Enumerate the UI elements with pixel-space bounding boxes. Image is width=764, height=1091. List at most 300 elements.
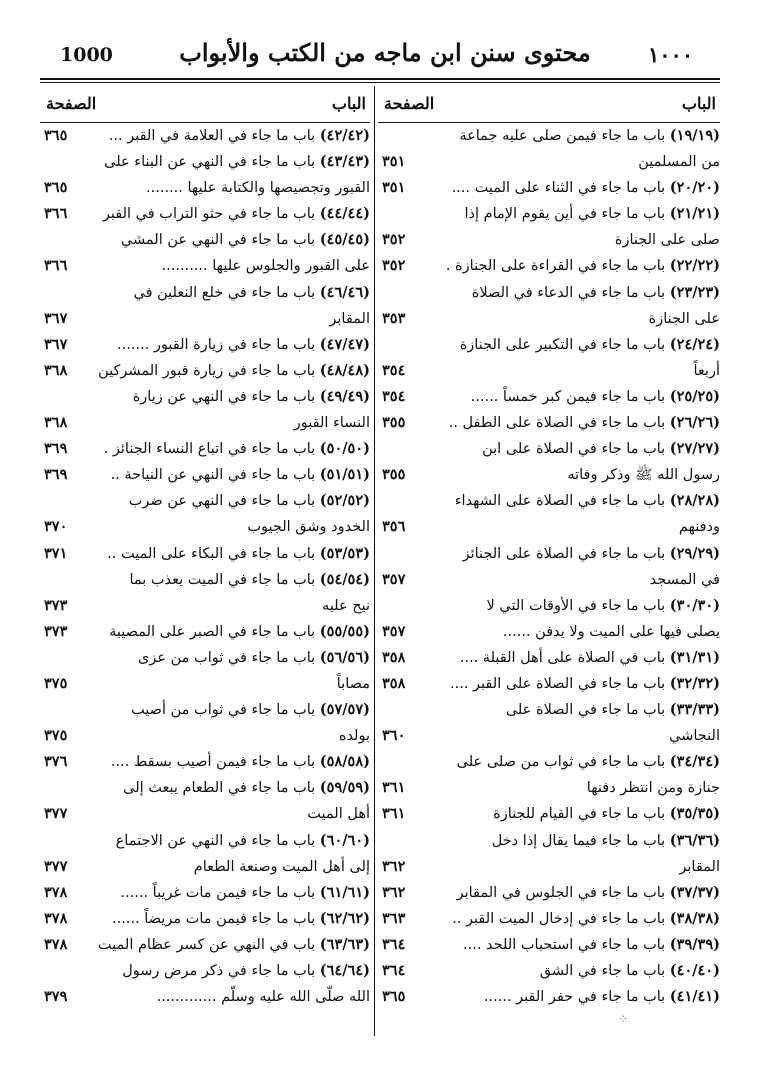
chapter-title: على الجنازة xyxy=(648,310,720,327)
page-reference: ٣٧٨ xyxy=(44,883,68,901)
toc-entry-text xyxy=(111,749,370,775)
chapter-title: باب ما جاء في الصلاة على xyxy=(505,702,666,719)
chapter-title: باب ما جاء فيمن أصيب بسقط .... xyxy=(110,754,316,771)
page-reference: ٣٦٦ xyxy=(44,257,68,275)
chapter-title: جنازة ومن انتظر دفنها xyxy=(586,780,720,797)
chapter-title: أهل الميت xyxy=(307,806,370,823)
toc-entry-line xyxy=(40,828,370,854)
toc-entry-text xyxy=(487,593,720,619)
toc-entry-line xyxy=(378,958,720,984)
toc-entry-line xyxy=(378,932,720,958)
chapter-number: (٢٤/٢٤) xyxy=(669,335,720,353)
toc-entry-text xyxy=(460,645,720,671)
toc-entry-line xyxy=(378,384,720,410)
toc-entry-line xyxy=(378,854,720,880)
toc-entry-line xyxy=(40,932,370,958)
chapter-number: (٤١/٤١) xyxy=(669,988,720,1006)
toc-entry-text xyxy=(615,227,720,253)
toc-entry-line xyxy=(40,332,370,358)
toc-entry-text xyxy=(567,462,720,488)
toc-entry-text xyxy=(104,436,370,462)
chapter-column-heading: الباب xyxy=(681,94,716,113)
chapter-number: (٥٢/٥٢) xyxy=(319,492,370,510)
page-reference: ٣٧٣ xyxy=(44,596,68,614)
chapter-number: (٤٤/٤٤) xyxy=(319,205,370,223)
chapter-number: (٣٩/٣٩) xyxy=(669,935,720,953)
toc-entry-line xyxy=(378,801,720,827)
page-reference: ٣٧٩ xyxy=(44,988,68,1006)
toc-entry-line xyxy=(378,723,720,749)
toc-entry-line xyxy=(40,906,370,932)
toc-entry-line xyxy=(378,201,720,227)
toc-entry-line xyxy=(40,775,370,801)
chapter-title: باب ما جاء في زيارة قبور المشركين xyxy=(98,362,316,379)
chapter-title: باب ما جاء في ثواب من عزى xyxy=(138,649,316,666)
chapter-title: النجاشي xyxy=(669,728,720,745)
toc-entry-line xyxy=(40,671,370,697)
page-reference: ٣٧٨ xyxy=(44,909,68,927)
toc-entry-text xyxy=(133,384,370,410)
toc-entry-line xyxy=(378,984,720,1010)
page-reference: ٣٦٦ xyxy=(44,205,68,223)
toc-entry-text xyxy=(109,123,370,149)
toc-entry-text xyxy=(540,958,720,984)
page-reference: ٣٥٥ xyxy=(382,466,406,484)
chapter-number: (٤٩/٤٩) xyxy=(319,387,370,405)
toc-entry-text xyxy=(117,332,370,358)
chapter-number: (٣٦/٣٦) xyxy=(669,831,720,849)
toc-entry-line xyxy=(40,253,370,279)
chapter-number: (٥٥/٥٥) xyxy=(319,622,370,640)
toc-entry-text xyxy=(638,149,720,175)
toc-entry-line xyxy=(378,671,720,697)
toc-entry-text xyxy=(446,253,720,279)
toc-entry-text xyxy=(449,410,720,436)
chapter-title: باب ما جاء في الصلاة على الجنائز xyxy=(462,545,666,562)
chapter-number: (٣١/٣١) xyxy=(669,648,720,666)
toc-entry-text xyxy=(146,175,370,201)
toc-entry-line xyxy=(378,541,720,567)
toc-entry-line xyxy=(40,280,370,306)
toc-entry-text xyxy=(129,488,370,514)
page-reference: ٣٥٥ xyxy=(382,414,406,432)
toc-entry-text xyxy=(111,462,370,488)
toc-entry-line xyxy=(378,358,720,384)
page-reference: ٣٧١ xyxy=(44,544,68,562)
toc-entry-text xyxy=(131,697,370,723)
chapter-title: باب ما جاء في الدعاء في الصلاة xyxy=(471,284,666,301)
page-column-heading: الصفحة xyxy=(384,94,435,113)
page-header xyxy=(0,0,764,80)
page-reference: ٣٥٤ xyxy=(382,361,406,379)
chapter-title: بولده xyxy=(338,728,370,745)
toc-entry-text xyxy=(587,775,720,801)
toc-entry-line xyxy=(378,306,720,332)
page-reference: ٣٦٩ xyxy=(44,440,68,458)
toc-entry-line xyxy=(378,775,720,801)
toc-entry-line xyxy=(40,723,370,749)
page-reference: ٣٥٨ xyxy=(382,648,406,666)
toc-entry-text xyxy=(122,958,370,984)
page-reference: ٣٥٢ xyxy=(382,257,406,275)
chapter-title: باب ما جاء في النهي عن المشي xyxy=(120,232,316,249)
chapter-title: باب ما جاء في زيارة القبور ....... xyxy=(117,336,316,353)
chapter-title: باب ما جاء في ثواب من صلى على xyxy=(456,754,666,771)
page-reference: ٣٦٩ xyxy=(44,466,68,484)
toc-entry-text xyxy=(116,828,370,854)
page-reference: ٣٧٦ xyxy=(44,753,68,771)
chapter-title: القبور وتجصيصها والكتابة عليها ........ xyxy=(146,180,370,197)
header-rule xyxy=(40,78,720,80)
toc-entry-text xyxy=(98,358,370,384)
toc-entry-line xyxy=(40,201,370,227)
toc-entry-line xyxy=(378,567,720,593)
toc-entry-line xyxy=(40,514,370,540)
toc-entry-text xyxy=(471,384,720,410)
chapter-number: (٥٩/٥٩) xyxy=(319,779,370,797)
toc-entry-line xyxy=(378,332,720,358)
chapter-title: باب ما جاء فيمن كبر خمساً ...... xyxy=(470,388,666,405)
chapter-title: باب ما جاء فيما يقال إذا دخل xyxy=(491,832,666,849)
chapter-title: باب ما جاء في القراءة على الجنازة . xyxy=(445,258,666,275)
toc-entry-line xyxy=(40,306,370,332)
page-reference: ٣٥٦ xyxy=(382,518,406,536)
page-reference: ٣٦٤ xyxy=(382,962,406,979)
page-reference: ٣٧٥ xyxy=(44,674,68,692)
toc-entry-text xyxy=(463,541,720,567)
page-reference: ٣٦٤ xyxy=(382,935,406,953)
toc-entry-line xyxy=(40,436,370,462)
chapter-title: باب ما جاء في الطعام يبعث إلى xyxy=(123,780,316,797)
page-reference: ٣٧٨ xyxy=(44,935,68,953)
print-smudge: ⁘ xyxy=(618,1012,629,1026)
toc-entry-text xyxy=(650,567,720,593)
chapter-title: نيح عليه xyxy=(322,597,370,614)
chapter-number: (٥٧/٥٧) xyxy=(319,701,370,719)
chapter-number: (٢٠/٢٠) xyxy=(669,179,720,197)
chapter-number: (٢٧/٢٧) xyxy=(669,440,720,458)
toc-entry-line xyxy=(40,645,370,671)
page-reference: ٣٦٨ xyxy=(44,361,68,379)
page-reference: ٣٥٧ xyxy=(382,622,406,640)
page-reference: ٣٥٤ xyxy=(382,387,406,405)
chapter-number: (٣٢/٣٢) xyxy=(669,674,720,692)
toc-entry-line xyxy=(378,514,720,540)
chapter-number: (١٩/١٩) xyxy=(669,127,720,144)
toc-entry-text xyxy=(459,123,720,149)
toc-entry-text xyxy=(112,906,370,932)
page-reference: ٣٧٧ xyxy=(44,857,68,875)
chapter-title: الله صلّى الله عليه وسلّم ............. xyxy=(156,989,370,1006)
toc-entry-text xyxy=(460,332,720,358)
toc-entry-line xyxy=(40,462,370,488)
left-column-header xyxy=(40,88,370,123)
chapter-title: أربعاً xyxy=(693,362,720,379)
chapter-title: باب ما جاء في النهي عن الاجتماع xyxy=(115,832,316,849)
toc-entry-text xyxy=(339,723,370,749)
chapter-column-heading: الباب xyxy=(331,94,366,113)
page-column-heading: الصفحة xyxy=(46,94,97,113)
toc-entry-line xyxy=(40,854,370,880)
toc-entry-text xyxy=(472,280,720,306)
chapter-title: باب ما جاء في القيام للجنازة xyxy=(493,806,666,823)
chapter-title: باب ما جاء في حثو التراب في القبر xyxy=(102,206,316,223)
chapter-title: باب ما جاء فيمن مات غريباً ...... xyxy=(120,884,316,901)
toc-entry-text xyxy=(452,175,720,201)
left-column xyxy=(40,88,370,1028)
chapter-number: (٣٤/٣٤) xyxy=(669,753,720,771)
toc-entry-line xyxy=(40,749,370,775)
toc-entry-text xyxy=(294,410,370,436)
chapter-title: على القبور والجلوس عليها .......... xyxy=(161,258,370,275)
page-reference: ٣٥٨ xyxy=(382,674,406,692)
chapter-number: (٢٣/٢٣) xyxy=(669,283,720,301)
toc-entry-text xyxy=(484,984,720,1010)
chapter-number: (٢٥/٢٥) xyxy=(669,387,720,405)
toc-entry-text xyxy=(503,619,720,645)
page-reference: ٣٥١ xyxy=(382,179,406,197)
chapter-title: باب ما جاء في الصلاة على ابن xyxy=(482,441,666,458)
toc-entry-line xyxy=(378,906,720,932)
page-reference: ٣٦٥ xyxy=(44,127,68,144)
chapter-title: باب ما جاء في الميت يعذب بما xyxy=(129,571,316,588)
page-reference: ٣٦٢ xyxy=(382,857,406,875)
toc-entry-text xyxy=(465,201,721,227)
chapter-title: باب ما جاء في ذكر مرض رسول xyxy=(122,963,316,979)
toc-entry-text xyxy=(329,306,370,332)
chapter-number: (٢٩/٢٩) xyxy=(669,544,720,562)
page-reference: ٣٥٢ xyxy=(382,231,406,249)
chapter-number: (٢٢/٢٢) xyxy=(669,257,720,275)
toc-entry-line xyxy=(40,697,370,723)
toc-entry-text xyxy=(104,149,370,175)
chapter-title: باب ما جاء في الصبر على المصيبة xyxy=(109,623,316,640)
page-reference: ٣٧٠ xyxy=(44,518,68,536)
chapter-number: (٤٥/٤٥) xyxy=(319,231,370,249)
chapter-title: مصاباً xyxy=(336,675,370,692)
chapter-number: (٣٠/٣٠) xyxy=(669,596,720,614)
toc-entry-line xyxy=(40,175,370,201)
chapter-title: باب ما جاء في النهي عن ضرب xyxy=(128,493,316,510)
page-reference: ٣٦٥ xyxy=(44,179,68,197)
chapter-number: (٥٣/٥٣) xyxy=(319,544,370,562)
chapter-number: (٢٦/٢٦) xyxy=(669,414,720,432)
chapter-title: باب ما جاء في التكبير على الجنازة xyxy=(459,336,666,353)
chapter-number: (٤٣/٤٣) xyxy=(319,153,370,171)
page-reference: ٣٥٧ xyxy=(382,570,406,588)
toc-entry-text xyxy=(337,671,370,697)
chapter-number: (٦٤/٦٤) xyxy=(319,962,370,979)
chapter-number: (٤٨/٤٨) xyxy=(319,361,370,379)
page-reference: ٣٦٢ xyxy=(382,883,406,901)
chapter-number: (٥٤/٥٤) xyxy=(319,570,370,588)
toc-entry-text xyxy=(649,306,720,332)
page-reference: ٣٧٧ xyxy=(44,805,68,823)
toc-entry-text xyxy=(107,541,370,567)
toc-entry-text xyxy=(452,906,720,932)
page-reference: ٣٥١ xyxy=(382,153,406,171)
chapter-number: (٤٧/٤٧) xyxy=(319,335,370,353)
toc-entry-line xyxy=(378,410,720,436)
toc-entry-line xyxy=(40,567,370,593)
toc-entry-text xyxy=(457,749,720,775)
chapter-number: (٤٢/٤٢) xyxy=(319,127,370,144)
toc-entry-line xyxy=(378,436,720,462)
chapter-number: (٥٠/٥٠) xyxy=(319,440,370,458)
header-rule-thin xyxy=(40,82,720,83)
page-reference: ٣٦١ xyxy=(382,805,406,823)
toc-entry-line xyxy=(378,280,720,306)
chapter-number: (٤٠/٤٠) xyxy=(669,962,720,979)
toc-entry-line xyxy=(378,645,720,671)
chapter-number: (٣٧/٣٧) xyxy=(669,883,720,901)
chapter-title: باب ما جاء في اتباع النساء الجنائز . xyxy=(103,441,316,458)
toc-entry-text xyxy=(463,932,720,958)
toc-entry-text xyxy=(103,201,370,227)
chapter-title: النساء القبور xyxy=(293,415,370,432)
chapter-title: باب ما جاء في أين يقوم الإمام إذا xyxy=(464,206,666,223)
chapter-number: (٢٨/٢٨) xyxy=(669,492,720,510)
toc-entry-line xyxy=(40,149,370,175)
toc-entry-line xyxy=(378,253,720,279)
toc-entry-line xyxy=(40,541,370,567)
toc-entry-text xyxy=(129,567,370,593)
chapter-title: باب ما جاء في ثواب من أصيب xyxy=(131,702,316,719)
page-reference: ٣٦٧ xyxy=(44,335,68,353)
toc-entry-text xyxy=(109,619,370,645)
toc-entry-line xyxy=(378,749,720,775)
toc-entry-line xyxy=(40,593,370,619)
toc-entry-text xyxy=(307,801,370,827)
chapter-title: باب في الصلاة على أهل القبلة .... xyxy=(459,649,666,666)
toc-entry-text xyxy=(194,854,370,880)
chapter-title: باب ما جاء في الجلوس في المقابر xyxy=(456,884,666,901)
chapter-title: باب ما جاء في الأوقات التي لا xyxy=(486,597,666,614)
chapter-title: باب ما جاء في الشق xyxy=(539,963,666,979)
chapter-number: (٥٨/٥٨) xyxy=(319,753,370,771)
chapter-number: (٦١/٦١) xyxy=(319,883,370,901)
chapter-title: باب ما جاء في النهي عن البناء على xyxy=(104,154,316,171)
page-reference: ٣٦٥ xyxy=(382,988,406,1006)
chapter-title: باب ما جاء فيمن صلى عليه جماعة xyxy=(459,128,666,144)
toc-entry-line xyxy=(40,358,370,384)
chapter-title: باب ما جاء في إدخال الميت القبر .. xyxy=(452,910,666,927)
chapter-title: الخدود وشق الجيوب xyxy=(247,519,370,536)
toc-entry-line xyxy=(40,958,370,984)
chapter-number: (٢١/٢١) xyxy=(669,205,720,223)
chapter-number: (٤٦/٤٦) xyxy=(319,283,370,301)
chapter-number: (٣٨/٣٨) xyxy=(669,909,720,927)
page-reference: ٣٥٣ xyxy=(382,309,406,327)
toc-entry-line xyxy=(40,619,370,645)
toc-entry-text xyxy=(162,253,370,279)
toc-entry-text xyxy=(679,514,720,540)
toc-entry-line xyxy=(40,488,370,514)
toc-entry-text xyxy=(157,984,370,1010)
page-reference: ٣٦٠ xyxy=(382,727,406,745)
chapter-title: باب ما جاء في الصلاة على الطفل .. xyxy=(448,415,666,432)
chapter-title: باب ما جاء فيمن مات مريضاً ...... xyxy=(112,910,316,927)
toc-entry-text xyxy=(121,227,370,253)
chapter-title: المقابر xyxy=(329,310,370,327)
chapter-title: باب ما جاء في العلامة في القبر ... xyxy=(108,128,316,144)
right-column-header xyxy=(378,88,720,123)
toc-entry-line xyxy=(378,149,720,175)
toc-entry-text xyxy=(120,880,370,906)
chapter-title: باب ما جاء في حفر القبر ...... xyxy=(483,989,666,1006)
toc-entry-text xyxy=(679,854,720,880)
toc-entry-text xyxy=(694,358,720,384)
toc-entry-text xyxy=(482,436,720,462)
page-reference: ٣٦٨ xyxy=(44,414,68,432)
page-reference: ٣٦١ xyxy=(382,779,406,797)
page-number-latin: 1000 xyxy=(60,44,113,66)
chapter-number: (٥٦/٥٦) xyxy=(319,648,370,666)
page-reference: ٣٧٥ xyxy=(44,727,68,745)
page-reference: ٣٧٣ xyxy=(44,622,68,640)
right-column xyxy=(378,88,720,1028)
chapter-title: ودفنهم xyxy=(678,519,720,536)
toc-entry-text xyxy=(138,645,370,671)
chapter-number: (٣٥/٣٥) xyxy=(669,805,720,823)
column-divider xyxy=(374,86,375,1036)
toc-entry-text xyxy=(457,880,720,906)
chapter-title: باب ما جاء في خلع النعلين في xyxy=(133,284,316,301)
chapter-title: رسول الله ﷺ وذكر وفاته xyxy=(567,467,720,484)
toc-entry-text xyxy=(98,932,370,958)
chapter-title: إلى أهل الميت وصنعة الطعام xyxy=(193,858,370,875)
toc-entry-text xyxy=(669,723,720,749)
chapter-title: باب ما جاء في النهي عن النياحة .. xyxy=(110,467,316,484)
chapter-title: المقابر xyxy=(679,858,720,875)
toc-entry-line xyxy=(40,227,370,253)
chapter-title: باب ما جاء في الثناء على الميت .... xyxy=(451,180,666,197)
toc-entry-text xyxy=(455,488,720,514)
toc-entry-line xyxy=(378,462,720,488)
toc-entry-text xyxy=(493,801,720,827)
chapter-number: (٣٣/٣٣) xyxy=(669,701,720,719)
chapter-number: (٥١/٥١) xyxy=(319,466,370,484)
toc-entry-line xyxy=(40,384,370,410)
toc-entry-line xyxy=(378,697,720,723)
toc-entry-text xyxy=(492,828,720,854)
toc-entry-text xyxy=(506,697,720,723)
toc-entry-line xyxy=(378,880,720,906)
page-reference: ٣٦٧ xyxy=(44,309,68,327)
toc-entry-text xyxy=(247,514,370,540)
page-number-arabic: ١٠٠٠ xyxy=(648,42,694,67)
chapter-title: باب ما جاء في الصلاة على الشهداء xyxy=(454,493,666,510)
chapter-title: باب ما جاء في الصلاة على القبر .... xyxy=(450,675,666,692)
chapter-title: من المسلمين xyxy=(638,154,720,171)
toc-entry-line xyxy=(378,828,720,854)
chapter-number: (٦٢/٦٢) xyxy=(319,909,370,927)
toc-entry-line xyxy=(40,880,370,906)
chapter-title: في المسجد xyxy=(649,571,720,588)
toc-entry-text xyxy=(123,775,370,801)
chapter-title: باب ما جاء في النهي عن زيارة xyxy=(132,388,316,405)
toc-entry-text xyxy=(322,593,370,619)
toc-entry-line xyxy=(378,175,720,201)
chapter-title: باب ما جاء في البكاء على الميت .. xyxy=(107,545,316,562)
toc-entry-line xyxy=(378,593,720,619)
toc-entry-line xyxy=(378,488,720,514)
chapter-number: (٦٣/٦٣) xyxy=(319,935,370,953)
chapter-title: يصلى فيها على الميت ولا يدفن ...... xyxy=(502,623,720,640)
chapter-title: صلى على الجنازة xyxy=(614,232,720,249)
toc-entry-line xyxy=(378,123,720,149)
toc-entry-line xyxy=(40,410,370,436)
